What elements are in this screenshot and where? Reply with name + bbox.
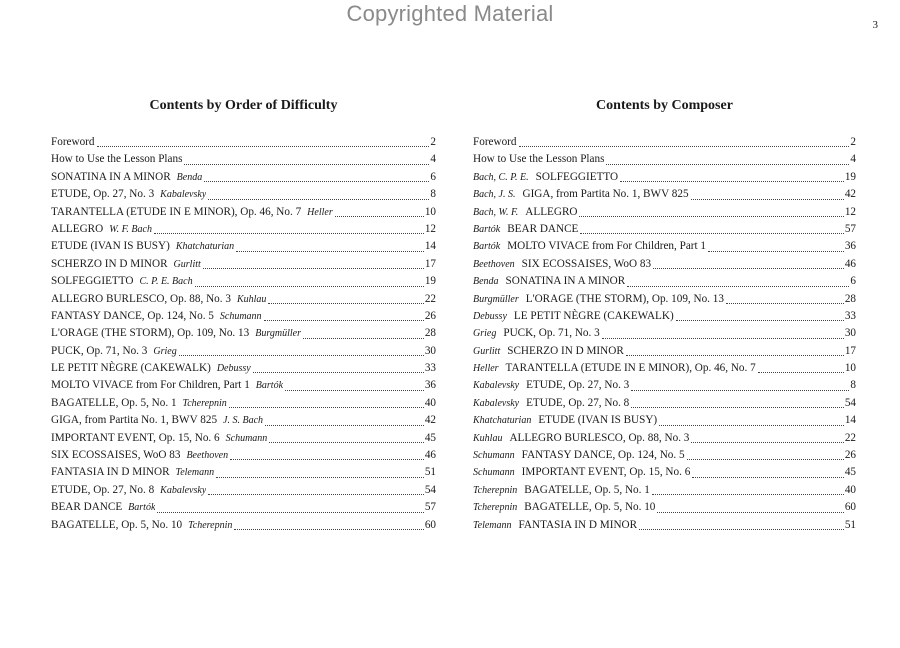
entry-page: 4: [430, 153, 436, 166]
dot-leader: [691, 442, 843, 443]
entry-title-text: SIX ECOSSAISES, WoO 83: [51, 449, 181, 462]
toc-entry[interactable]: [51, 134, 436, 151]
dot-leader: [657, 512, 843, 513]
entry-composer: Debussy: [216, 363, 251, 375]
entry-title: [473, 482, 650, 499]
dot-leader: [285, 390, 424, 391]
dot-leader: [602, 338, 844, 339]
entry-page: 19: [844, 170, 856, 183]
entry-page: 6: [430, 170, 436, 183]
entry-title: [473, 204, 577, 221]
entry-page: 45: [424, 431, 436, 444]
entry-title-text: GIGA, from Partita No. 1, BWV 825: [522, 188, 689, 201]
entry-composer: Benda: [176, 171, 203, 183]
contents-by-composer: [473, 96, 856, 534]
entry-page: 2: [850, 135, 856, 148]
entry-title: [473, 151, 604, 168]
dot-leader: [203, 268, 424, 269]
dot-leader: [179, 355, 424, 356]
toc-entry[interactable]: [51, 343, 436, 360]
entry-page: 19: [424, 275, 436, 288]
entry-title-text: SCHERZO IN D MINOR: [507, 344, 624, 357]
toc-entry[interactable]: [51, 273, 436, 290]
dot-leader: [204, 181, 429, 182]
toc-entry[interactable]: [51, 517, 436, 534]
dot-leader: [691, 199, 844, 200]
entry-title-text: IMPORTANT EVENT, Op. 15, No. 6: [51, 431, 220, 444]
toc-entry[interactable]: [473, 204, 856, 221]
toc-entry[interactable]: [51, 151, 436, 168]
entry-title: [473, 464, 690, 481]
entry-page: 42: [424, 414, 436, 427]
entry-composer: Tcherepnin: [188, 519, 233, 531]
toc-entry[interactable]: [473, 134, 856, 151]
entry-page: 8: [850, 379, 856, 392]
dot-leader: [659, 425, 844, 426]
toc-entry[interactable]: [473, 273, 856, 290]
entry-page: 46: [844, 257, 856, 270]
toc-entry[interactable]: [473, 308, 856, 325]
entry-title-text: FANTASIA IN D MINOR: [518, 518, 638, 531]
entry-composer: Kuhlau: [236, 293, 267, 305]
entry-page: 60: [844, 501, 856, 514]
entry-title-text: ETUDE, Op. 27, No. 8: [526, 396, 630, 409]
dot-leader: [758, 372, 844, 373]
entry-composer: Bach, J. S.: [473, 189, 516, 201]
toc-entry[interactable]: [473, 412, 856, 429]
entry-title-text: TARANTELLA (ETUDE IN E MINOR), Op. 46, No. 7: [505, 362, 756, 375]
entry-title-text: ETUDE, Op. 27, No. 3: [51, 188, 155, 201]
entry-composer: Schumann: [473, 450, 515, 462]
entry-title: [51, 169, 202, 186]
entry-title-text: Foreword: [473, 135, 517, 148]
entry-page: 36: [844, 240, 856, 253]
entry-title: [473, 273, 625, 290]
toc-entry[interactable]: [51, 238, 436, 255]
entry-page: 14: [424, 240, 436, 253]
toc-entry[interactable]: [51, 464, 436, 481]
toc-entry[interactable]: [51, 256, 436, 273]
entry-title: [51, 256, 201, 273]
entry-page: 4: [850, 153, 856, 166]
toc-entry[interactable]: [473, 447, 856, 464]
toc-entry[interactable]: [473, 482, 856, 499]
entry-page: 46: [424, 449, 436, 462]
entry-composer: Beethoven: [186, 450, 229, 462]
toc-entry[interactable]: [51, 308, 436, 325]
entry-title-text: SCHERZO IN D MINOR: [51, 257, 168, 270]
entry-title: [473, 517, 637, 534]
dot-leader: [269, 442, 424, 443]
toc-entry[interactable]: [473, 291, 856, 308]
entry-title-text: ETUDE (IVAN IS BUSY): [51, 240, 170, 253]
entry-title: [473, 447, 685, 464]
contents-by-difficulty: [51, 96, 436, 534]
entry-page: 54: [424, 483, 436, 496]
entry-composer: Debussy: [473, 310, 507, 322]
entry-title-text: ETUDE, Op. 27, No. 8: [51, 483, 155, 496]
entry-composer: Grieg: [153, 345, 177, 357]
entry-page: 51: [424, 466, 436, 479]
entry-page: 28: [844, 292, 856, 305]
entry-title-text: FANTASIA IN D MINOR: [51, 466, 170, 479]
entry-page: 51: [844, 518, 856, 531]
toc-entry[interactable]: [51, 430, 436, 447]
dot-leader: [234, 529, 423, 530]
dot-leader: [236, 251, 424, 252]
entry-title-text: BAGATELLE, Op. 5, No. 1: [524, 483, 650, 496]
entry-title: [473, 377, 629, 394]
entry-title-text: ALLEGRO: [51, 222, 104, 235]
entry-title: [51, 273, 193, 290]
entry-page: 14: [844, 414, 856, 427]
entry-page: 40: [424, 396, 436, 409]
entry-page: 26: [424, 309, 436, 322]
toc-entry[interactable]: [51, 482, 436, 499]
entry-title-text: BAGATELLE, Op. 5, No. 1: [51, 396, 177, 409]
dot-leader: [708, 251, 844, 252]
entry-title-text: FANTASY DANCE, Op. 124, No. 5: [51, 309, 214, 322]
toc-entry[interactable]: [51, 204, 436, 221]
entry-title: [473, 238, 706, 255]
entry-title-text: BEAR DANCE: [51, 501, 123, 514]
toc-entry[interactable]: [51, 291, 436, 308]
entry-page: 45: [844, 466, 856, 479]
toc-entry[interactable]: [473, 169, 856, 186]
entry-composer: Kabalevsky: [473, 380, 520, 392]
toc-entry[interactable]: [51, 377, 436, 394]
entry-composer: Bach, C. P. E.: [473, 171, 529, 183]
dot-leader: [184, 164, 429, 165]
entry-title: [473, 308, 674, 325]
dot-leader: [208, 494, 424, 495]
entry-composer: Tcherepnin: [182, 397, 227, 409]
toc-entry[interactable]: [51, 360, 436, 377]
dot-leader: [626, 355, 844, 356]
entry-title-text: SOLFEGGIETTO: [51, 275, 134, 288]
toc-entry[interactable]: [473, 464, 856, 481]
entry-composer: Khatchaturian: [473, 415, 532, 427]
entry-title: [473, 325, 600, 342]
entry-title-text: ETUDE, Op. 27, No. 3: [526, 379, 630, 392]
entry-page: 12: [424, 222, 436, 235]
entry-title-text: GIGA, from Partita No. 1, BWV 825: [51, 414, 218, 427]
dot-leader: [692, 477, 844, 478]
toc-entry[interactable]: [473, 517, 856, 534]
entry-composer: Telemann: [473, 519, 512, 531]
entry-page: 17: [844, 344, 856, 357]
dot-leader: [157, 512, 423, 513]
page-number: 3: [872, 19, 878, 31]
entry-composer: Heller: [307, 206, 333, 218]
entry-composer: Schumann: [225, 432, 268, 444]
entry-composer: Khatchaturian: [175, 241, 235, 253]
entry-title: [51, 499, 155, 516]
entry-page: 28: [424, 327, 436, 340]
entry-page: 12: [844, 205, 856, 218]
toc-entry[interactable]: [473, 151, 856, 168]
entry-title: [473, 360, 756, 377]
entry-title-text: How to Use the Lesson Plans: [51, 153, 183, 166]
toc-entry[interactable]: [51, 169, 436, 186]
entry-title-text: SIX ECOSSAISES, WoO 83: [521, 257, 652, 270]
entry-composer: Schumann: [219, 310, 262, 322]
entry-title: [51, 395, 227, 412]
entry-title: [51, 517, 232, 534]
entry-page: 22: [424, 292, 436, 305]
entry-composer: Gurlitt: [473, 345, 501, 357]
entry-title: [51, 464, 214, 481]
difficulty-heading: Contents by Order of Difficulty: [149, 98, 338, 113]
entry-composer: Tcherepnin: [473, 502, 518, 514]
toc-entry[interactable]: [51, 221, 436, 238]
dot-leader: [631, 390, 849, 391]
dot-leader: [653, 268, 844, 269]
copyright-watermark: Copyrighted Material: [346, 1, 554, 26]
toc-entry[interactable]: [51, 325, 436, 342]
dot-leader: [268, 303, 423, 304]
entry-title: [473, 395, 629, 412]
entry-title-text: BAGATELLE, Op. 5, No. 10: [524, 501, 656, 514]
entry-title: [51, 221, 152, 238]
toc-entry[interactable]: [51, 186, 436, 203]
entry-composer: Burgmüller: [255, 328, 301, 340]
entry-title: [473, 169, 618, 186]
dot-leader: [726, 303, 844, 304]
entry-title: [51, 204, 333, 221]
entry-composer: Kabalevsky: [160, 189, 207, 201]
entry-page: 30: [844, 327, 856, 340]
dot-leader: [335, 216, 424, 217]
entry-title-text: SOLFEGGIETTO: [535, 170, 619, 183]
entry-title: [51, 412, 263, 429]
entry-title-text: MOLTO VIVACE from For Children, Part 1: [507, 240, 707, 253]
dot-leader: [303, 338, 424, 339]
entry-title: [473, 291, 724, 308]
toc-entry[interactable]: [473, 238, 856, 255]
dot-leader: [639, 529, 844, 530]
dot-leader: [580, 233, 843, 234]
entry-page: 10: [424, 205, 436, 218]
entry-page: 26: [844, 449, 856, 462]
dot-leader: [154, 233, 424, 234]
entry-composer: Beethoven: [473, 258, 515, 270]
entry-title-text: IMPORTANT EVENT, Op. 15, No. 6: [521, 466, 691, 479]
entry-title-text: FANTASY DANCE, Op. 124, No. 5: [521, 449, 685, 462]
entry-composer: Grieg: [473, 328, 497, 340]
toc-entry[interactable]: [473, 499, 856, 516]
dot-leader: [208, 199, 429, 200]
dot-leader: [620, 181, 844, 182]
entry-page: 42: [844, 188, 856, 201]
entry-composer: Benda: [473, 276, 499, 288]
entry-page: 10: [844, 362, 856, 375]
entry-title-text: LE PETIT NÈGRE (CAKEWALK): [51, 362, 211, 375]
entry-composer: Bartók: [128, 502, 156, 514]
entry-title: [51, 482, 206, 499]
dot-leader: [253, 372, 424, 373]
entry-title-text: How to Use the Lesson Plans: [473, 153, 605, 166]
entry-title-text: ETUDE (IVAN IS BUSY): [538, 414, 658, 427]
entry-title-text: ALLEGRO: [525, 205, 578, 218]
dot-leader: [579, 216, 843, 217]
entry-title-text: ALLEGRO BURLESCO, Op. 88, No. 3: [509, 431, 690, 444]
entry-title-text: L'ORAGE (THE STORM), Op. 109, No. 13: [51, 327, 250, 340]
entry-title-text: LE PETIT NÈGRE (CAKEWALK): [513, 309, 674, 322]
entry-page: 33: [844, 309, 856, 322]
entry-title-text: ALLEGRO BURLESCO, Op. 88, No. 3: [51, 292, 231, 305]
entry-title: [473, 430, 689, 447]
entry-title: [51, 291, 266, 308]
toc-entry[interactable]: [473, 256, 856, 273]
entry-title-text: PUCK, Op. 71, No. 3: [51, 344, 148, 357]
difficulty-list: [51, 134, 436, 534]
dot-leader: [676, 320, 844, 321]
entry-title: [473, 499, 655, 516]
entry-title: [473, 186, 689, 203]
toc-entry[interactable]: [51, 395, 436, 412]
entry-composer: Bartók: [255, 380, 284, 392]
entry-composer: Kuhlau: [473, 432, 503, 444]
entry-composer: Gurlitt: [173, 258, 201, 270]
entry-title: [473, 343, 624, 360]
entry-composer: Burgmüller: [473, 293, 519, 305]
entry-title-text: L'ORAGE (THE STORM), Op. 109, No. 13: [525, 292, 724, 305]
entry-title-text: PUCK, Op. 71, No. 3: [503, 327, 600, 340]
dot-leader: [687, 459, 844, 460]
entry-title-text: BEAR DANCE: [507, 222, 579, 235]
toc-entry[interactable]: [51, 447, 436, 464]
composer-heading: Contents by Composer: [596, 98, 733, 113]
entry-title: [473, 221, 578, 238]
entry-composer: Bartók: [473, 241, 501, 253]
entry-composer: Telemann: [175, 467, 215, 479]
dot-leader: [606, 164, 849, 165]
entry-page: 36: [424, 379, 436, 392]
entry-page: 33: [424, 362, 436, 375]
entry-page: 60: [424, 518, 436, 531]
toc-entry[interactable]: [473, 395, 856, 412]
entry-page: 57: [424, 501, 436, 514]
composer-list: [473, 134, 856, 534]
entry-title-text: TARANTELLA (ETUDE IN E MINOR), Op. 46, No. 7: [51, 205, 302, 218]
toc-entry[interactable]: [51, 499, 436, 516]
entry-page: 2: [430, 135, 436, 148]
entry-title: [51, 430, 267, 447]
toc-entry[interactable]: [473, 221, 856, 238]
entry-title-text: BAGATELLE, Op. 5, No. 10: [51, 518, 183, 531]
dot-leader: [195, 286, 424, 287]
entry-page: 8: [430, 188, 436, 201]
entry-composer: Heller: [473, 363, 499, 375]
entry-title-text: MOLTO VIVACE from For Children, Part 1: [51, 379, 250, 392]
entry-composer: Bartók: [473, 223, 501, 235]
entry-title-text: SONATINA IN A MINOR: [51, 170, 171, 183]
entry-title: [51, 238, 234, 255]
entry-title: [51, 308, 262, 325]
dot-leader: [519, 146, 850, 147]
entry-composer: Tcherepnin: [473, 484, 518, 496]
entry-composer: Schumann: [473, 467, 515, 479]
entry-title: [473, 134, 517, 151]
dot-leader: [229, 407, 424, 408]
entry-title: [51, 447, 228, 464]
entry-title: [51, 360, 251, 377]
dot-leader: [631, 407, 844, 408]
entry-composer: Kabalevsky: [160, 484, 207, 496]
entry-page: 6: [850, 275, 856, 288]
toc-entry[interactable]: [473, 325, 856, 342]
dot-leader: [97, 146, 430, 147]
dot-leader: [230, 459, 424, 460]
toc-entry[interactable]: [473, 186, 856, 203]
toc-entry[interactable]: [51, 412, 436, 429]
dot-leader: [265, 425, 424, 426]
entry-title: [51, 377, 283, 394]
entry-page: 30: [424, 344, 436, 357]
entry-title: [51, 151, 182, 168]
dot-leader: [627, 286, 849, 287]
entry-composer: Bach, W. F.: [473, 206, 519, 218]
entry-title: [51, 343, 177, 360]
dot-leader: [216, 477, 424, 478]
entry-page: 57: [844, 222, 856, 235]
entry-title: [473, 412, 657, 429]
entry-page: 22: [844, 431, 856, 444]
entry-composer: W. F. Bach: [109, 223, 152, 235]
entry-title: [51, 186, 206, 203]
entry-title: [473, 256, 651, 273]
dot-leader: [652, 494, 844, 495]
entry-composer: C. P. E. Bach: [139, 276, 193, 288]
entry-page: 54: [844, 396, 856, 409]
entry-title-text: Foreword: [51, 135, 95, 148]
toc-entry[interactable]: [473, 360, 856, 377]
dot-leader: [264, 320, 424, 321]
entry-page: 40: [844, 483, 856, 496]
entry-page: 17: [424, 257, 436, 270]
entry-composer: J. S. Bach: [223, 415, 264, 427]
entry-title: [51, 134, 95, 151]
entry-title: [51, 325, 301, 342]
toc-entry[interactable]: [473, 343, 856, 360]
toc-entry[interactable]: [473, 377, 856, 394]
entry-title-text: SONATINA IN A MINOR: [505, 275, 626, 288]
toc-entry[interactable]: [473, 430, 856, 447]
entry-composer: Kabalevsky: [473, 397, 520, 409]
